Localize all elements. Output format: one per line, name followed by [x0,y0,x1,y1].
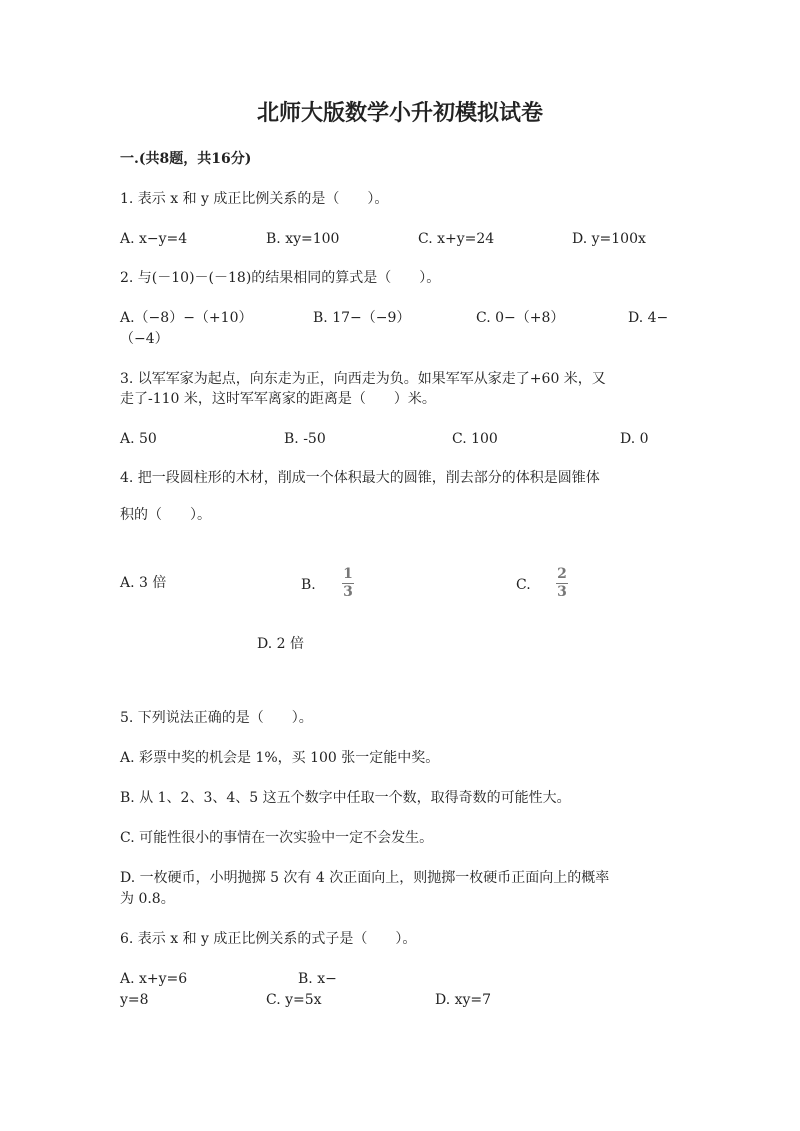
option-b-label: B. [301,577,316,593]
option-c: C. 100 [452,431,498,447]
option-d: D. 0 [620,431,649,447]
option-c: C. y=5x [266,992,322,1008]
option-a: A. 3 倍 [120,575,167,591]
option-d: D. y=100x [572,231,646,247]
option-d-continued: 为 0.8。 [120,891,175,907]
option-c-fraction [554,567,570,600]
option-a: A.（−8）−（+10） [120,310,253,326]
option-a: A. x−y=4 [120,231,188,247]
question-stem: 5. 下列说法正确的是（ ）。 [120,710,313,726]
option-d: D. 2 倍 [257,636,304,652]
fraction-denominator: 3 [557,584,567,600]
fraction-numerator: 1 [343,566,353,582]
option-b: B. x− [298,971,337,987]
option-b: B. -50 [284,431,326,447]
option-d-continued: （−4） [120,331,169,347]
fraction-denominator: 3 [343,584,353,600]
option-b-continued: y=8 [120,992,149,1008]
option-c: C. 0−（+8） [476,310,565,326]
question-stem-continued: 走了-110 米，这时军军离家的距离是（ ）米。 [120,391,436,407]
page-title: 北师大版数学小升初模拟试卷 [256,100,543,126]
option-b-fraction [340,567,356,600]
fraction-numerator: 2 [557,566,567,582]
option-b: B. 从 1、2、3、4、5 这五个数字中任取一个数，取得奇数的可能性大。 [120,790,571,806]
option-a: A. x+y=6 [120,971,188,987]
question-stem: 2. 与(－10)－(－18)的结果相同的算式是（ ）。 [120,270,441,286]
option-a: A. 彩票中奖的机会是 1%，买 100 张一定能中奖。 [120,750,440,766]
option-c-label: C. [516,577,531,593]
option-d: D. 一枚硬币，小明抛掷 5 次有 4 次正面向上，则抛掷一枚硬币正面向上的概率 [120,870,610,886]
question-stem-continued: 积的（ ）。 [120,507,211,523]
question-stem: 6. 表示 x 和 y 成正比例关系的式子是（ ）。 [120,931,417,947]
question-stem: 3. 以军军家为起点，向东走为正，向西走为负。如果军军从家走了+60 米，又 [120,371,606,387]
option-c: C. 可能性很小的事情在一次实验中一定不会发生。 [120,830,434,846]
option-c: C. x+y=24 [418,231,495,247]
option-b: B. 17−（−9） [313,310,411,326]
option-a: A. 50 [120,431,157,447]
option-b: B. xy=100 [266,231,340,247]
question-stem: 1. 表示 x 和 y 成正比例关系的是（ ）。 [120,191,389,207]
option-d: D. xy=7 [435,992,492,1008]
section-heading: 一.(共8题，共16分) [120,151,252,167]
option-d: D. 4− [628,310,669,326]
question-stem: 4. 把一段圆柱形的木材，削成一个体积最大的圆锥，削去部分的体积是圆锥体 [120,470,600,486]
